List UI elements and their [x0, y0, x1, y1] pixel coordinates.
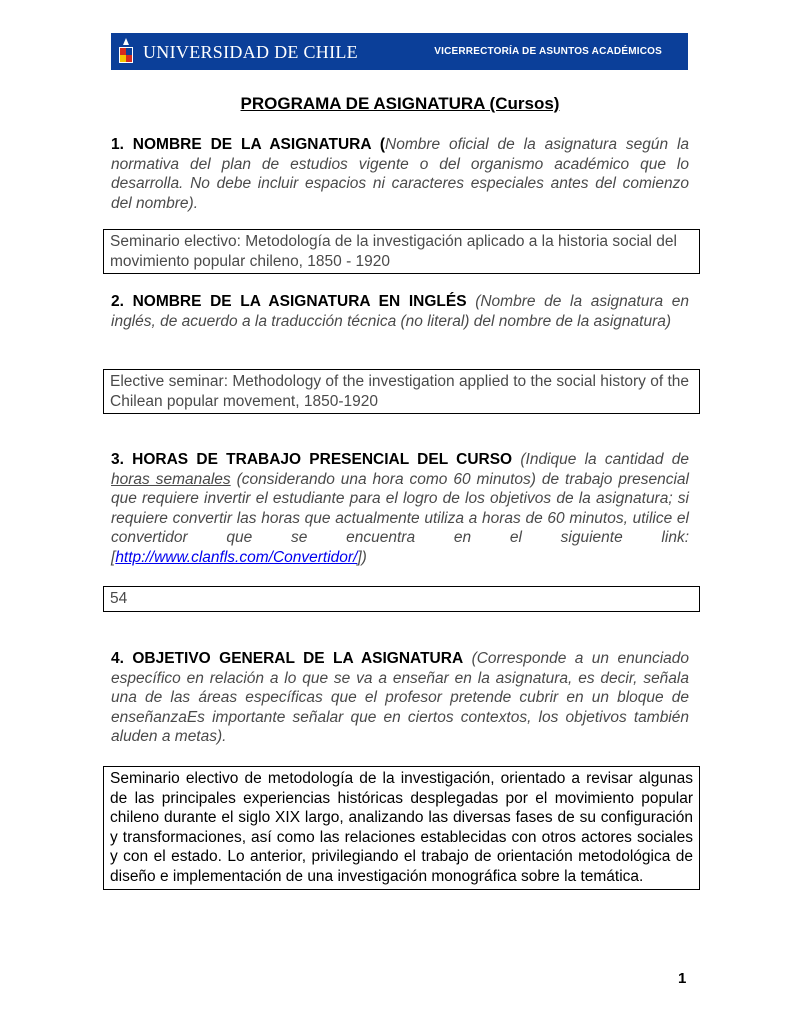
section-4-instruction: (Corresponde a un enunciado específico en relación a lo que se va a enseñar en la asignatura, es decir, señala una de las áreas específicas que el profesor pretende cubrir en un bloque de enseñanzaEs importante señalar que en ciertos contextos, los objetivos también aluden a metas). — [111, 650, 689, 746]
page-number: 1 — [678, 970, 687, 987]
section-2-answer-box: Elective seminar: Methodology of the investigation applied to the social history of the Chilean popular movement, 1850-1920 — [103, 369, 700, 414]
section-2-instruction: (Nombre de la asignatura en inglés, de acuerdo a la traducción técnica (no literal) del nombre de la asignatura) — [111, 293, 689, 330]
section-2-prompt — [111, 292, 689, 331]
section-1-instruction: Nombre oficial de la asignatura según la normativa del plan de estudios vigente o del organismo académico que lo desarrolla. No debe incluir espacios ni caracteres especiales antes del comienzo del nombre). — [111, 136, 690, 212]
document-title: PROGRAMA DE ASIGNATURA (Cursos) — [240, 94, 560, 113]
section-4-prompt — [111, 649, 689, 747]
section-3-instruction-underlined: horas semanales — [111, 470, 231, 488]
university-crest-icon — [116, 36, 136, 67]
vicerrectoria-label: VICERRECTORÍA DE ASUNTOS ACADÉMICOS — [434, 46, 662, 57]
section-3-instruction-c: ]) — [357, 548, 367, 566]
section-3-instruction-b: (considerando una hora como 60 minutos) de trabajo presencial que requiere invertir el estudiante para el logro de los objetivos de la asignatura; si requiere convertir las horas que actualmente utiliza a horas de 60 minutos, utilice el convertidor que se encuentra en el siguiente link: [ — [111, 470, 689, 566]
section-3-answer-box: 54 — [103, 586, 700, 612]
section-1-heading: 1. NOMBRE DE LA ASIGNATURA ( — [111, 136, 386, 153]
section-3-prompt — [111, 450, 689, 568]
section-4-answer-box: Seminario electivo de metodología de la investigación, orientado a revisar algunas de las principales experiencias históricas desplegadas por el movimiento popular chileno durante el siglo XIX largo, analizando las diversas fases de su configuración y transformaciones, así como las relaciones establecidas con otros actores sociales y con el estado. Lo anterior, privilegiando el trabajo de orientación metodológica de diseño e implementación de una investigación monográfica sobre la temática. — [103, 766, 700, 890]
section-1-answer-box: Seminario electivo: Metodología de la investigación aplicado a la historia social del movimiento popular chileno, 1850 - 1920 — [103, 229, 700, 274]
section-2-heading: 2. NOMBRE DE LA ASIGNATURA EN INGLÉS — [111, 293, 467, 310]
converter-link[interactable]: http://www.clanfls.com/Convertidor/ — [115, 548, 358, 566]
section-3-heading: 3. HORAS DE TRABAJO PRESENCIAL DEL CURSO — [111, 451, 513, 468]
header-banner — [111, 33, 688, 70]
university-name: UNIVERSIDAD DE CHILE — [143, 42, 358, 62]
section-4-heading: 4. OBJETIVO GENERAL DE LA ASIGNATURA — [111, 650, 464, 667]
section-1-prompt — [111, 135, 689, 213]
section-3-instruction-a: (Indique la cantidad de — [520, 451, 689, 468]
